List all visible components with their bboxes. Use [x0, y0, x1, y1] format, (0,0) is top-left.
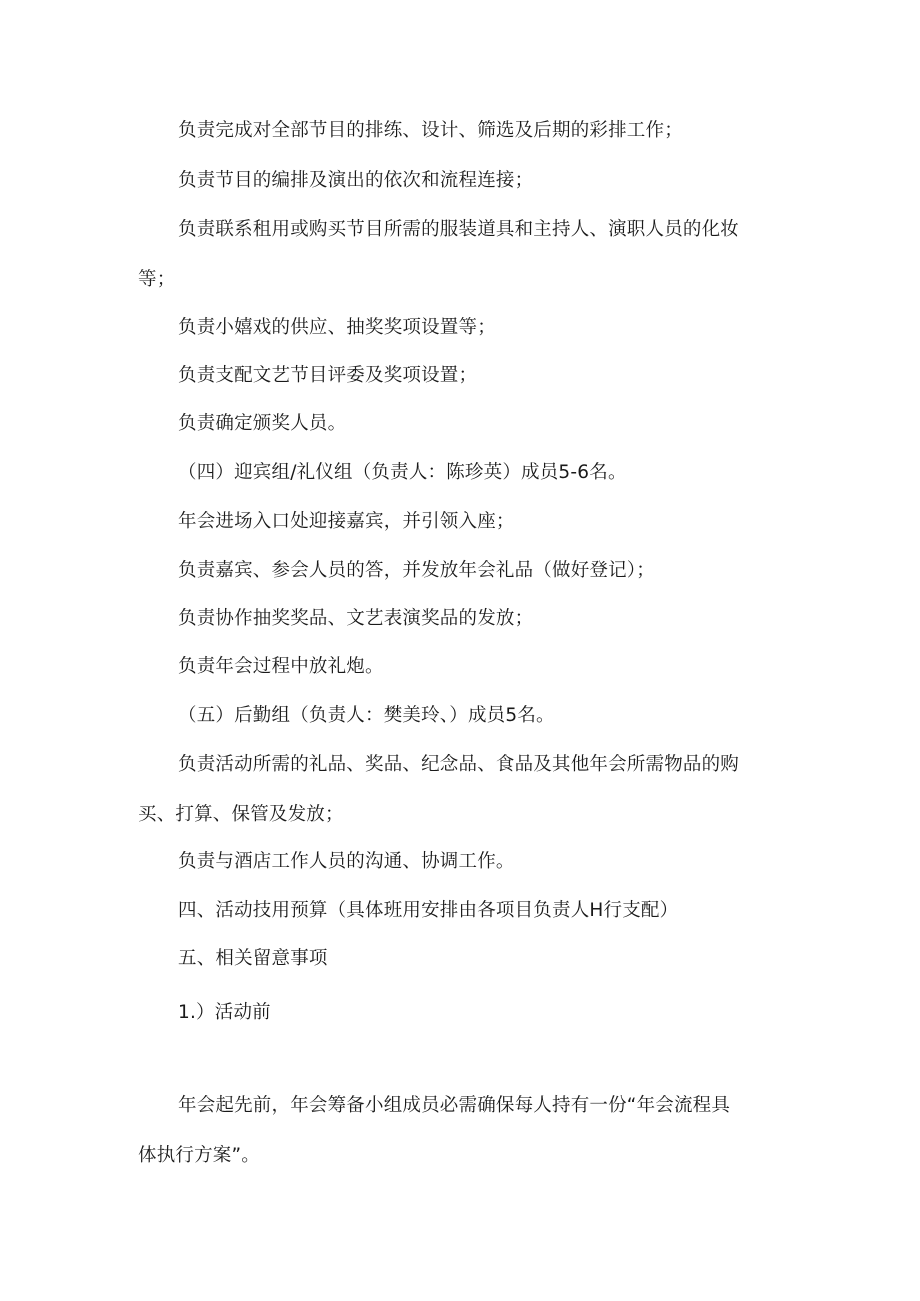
text-line: 年会起先前，年会筹备小组成员必需确保每人持有一份“年会流程具	[178, 1095, 731, 1116]
text-line: （四）迎宾组/礼仪组（负责人：陈珍英）成员5-6名。	[178, 462, 627, 483]
text-line: 体执行方案”。	[138, 1145, 260, 1166]
paragraph-judges	[138, 363, 788, 389]
text-line: 负责完成对全部节目的排练、设计、筛选及后期的彩排工作；	[178, 120, 683, 141]
text-line: 负责协作抽奖奖品、文艺表演奖品的发放；	[178, 608, 534, 629]
text-line: 等；	[138, 269, 176, 290]
text-line: 负责年会过程中放礼炮。	[178, 656, 384, 677]
text-line: 负责嘉宾、参会人员的答，并发放年会礼品（做好登记）；	[178, 560, 655, 581]
paragraph-costumes	[138, 217, 788, 293]
text-line: 买、打算、保管及发放；	[138, 804, 344, 825]
paragraph-welcome	[138, 509, 788, 535]
paragraph-gifts	[138, 558, 788, 584]
paragraph-presenters	[138, 411, 788, 437]
text-line: 负责支配文艺节目评委及奖项设置；	[178, 365, 478, 386]
text-line: 负责与酒店工作人员的沟通、协调工作。	[178, 851, 515, 872]
text-line: 负责小嬉戏的供应、抽奖奖项设置等；	[178, 317, 496, 338]
paragraph-games	[138, 315, 788, 341]
text-line: 1.）活动前	[178, 1002, 271, 1023]
text-line: 年会进场入口处迎接嘉宾，并引领入座；	[178, 511, 515, 532]
text-line: 五、相关留意事项	[178, 948, 328, 969]
paragraph-program-order	[138, 168, 788, 194]
paragraph-salute	[138, 654, 788, 680]
paragraph-execution-plan	[138, 1093, 788, 1169]
section-heading-reception	[138, 460, 788, 486]
paragraph-rehearsal	[138, 118, 788, 144]
text-line: （五）后勤组（负责人：樊美玲、）成员5名。	[178, 705, 555, 726]
section-heading-notes	[138, 946, 788, 972]
paragraph-hotel	[138, 849, 788, 875]
text-line: 负责确定颁奖人员。	[178, 413, 347, 434]
paragraph-purchasing	[138, 752, 788, 828]
text-line: 负责联系租用或购买节目所需的服装道具和主持人、演职人员的化妆	[178, 219, 740, 240]
subheading-before-event	[138, 1000, 788, 1026]
section-heading-logistics	[138, 703, 788, 729]
text-line: 负责活动所需的礼品、奖品、纪念品、食品及其他年会所需物品的购	[178, 754, 740, 775]
section-heading-budget	[138, 898, 788, 924]
text-line: 负责节目的编排及演出的依次和流程连接；	[178, 170, 534, 191]
paragraph-prizes	[138, 606, 788, 632]
text-line: 四、活动技用预算（具体班用安排由各项目负责人H行支配）	[178, 900, 679, 921]
